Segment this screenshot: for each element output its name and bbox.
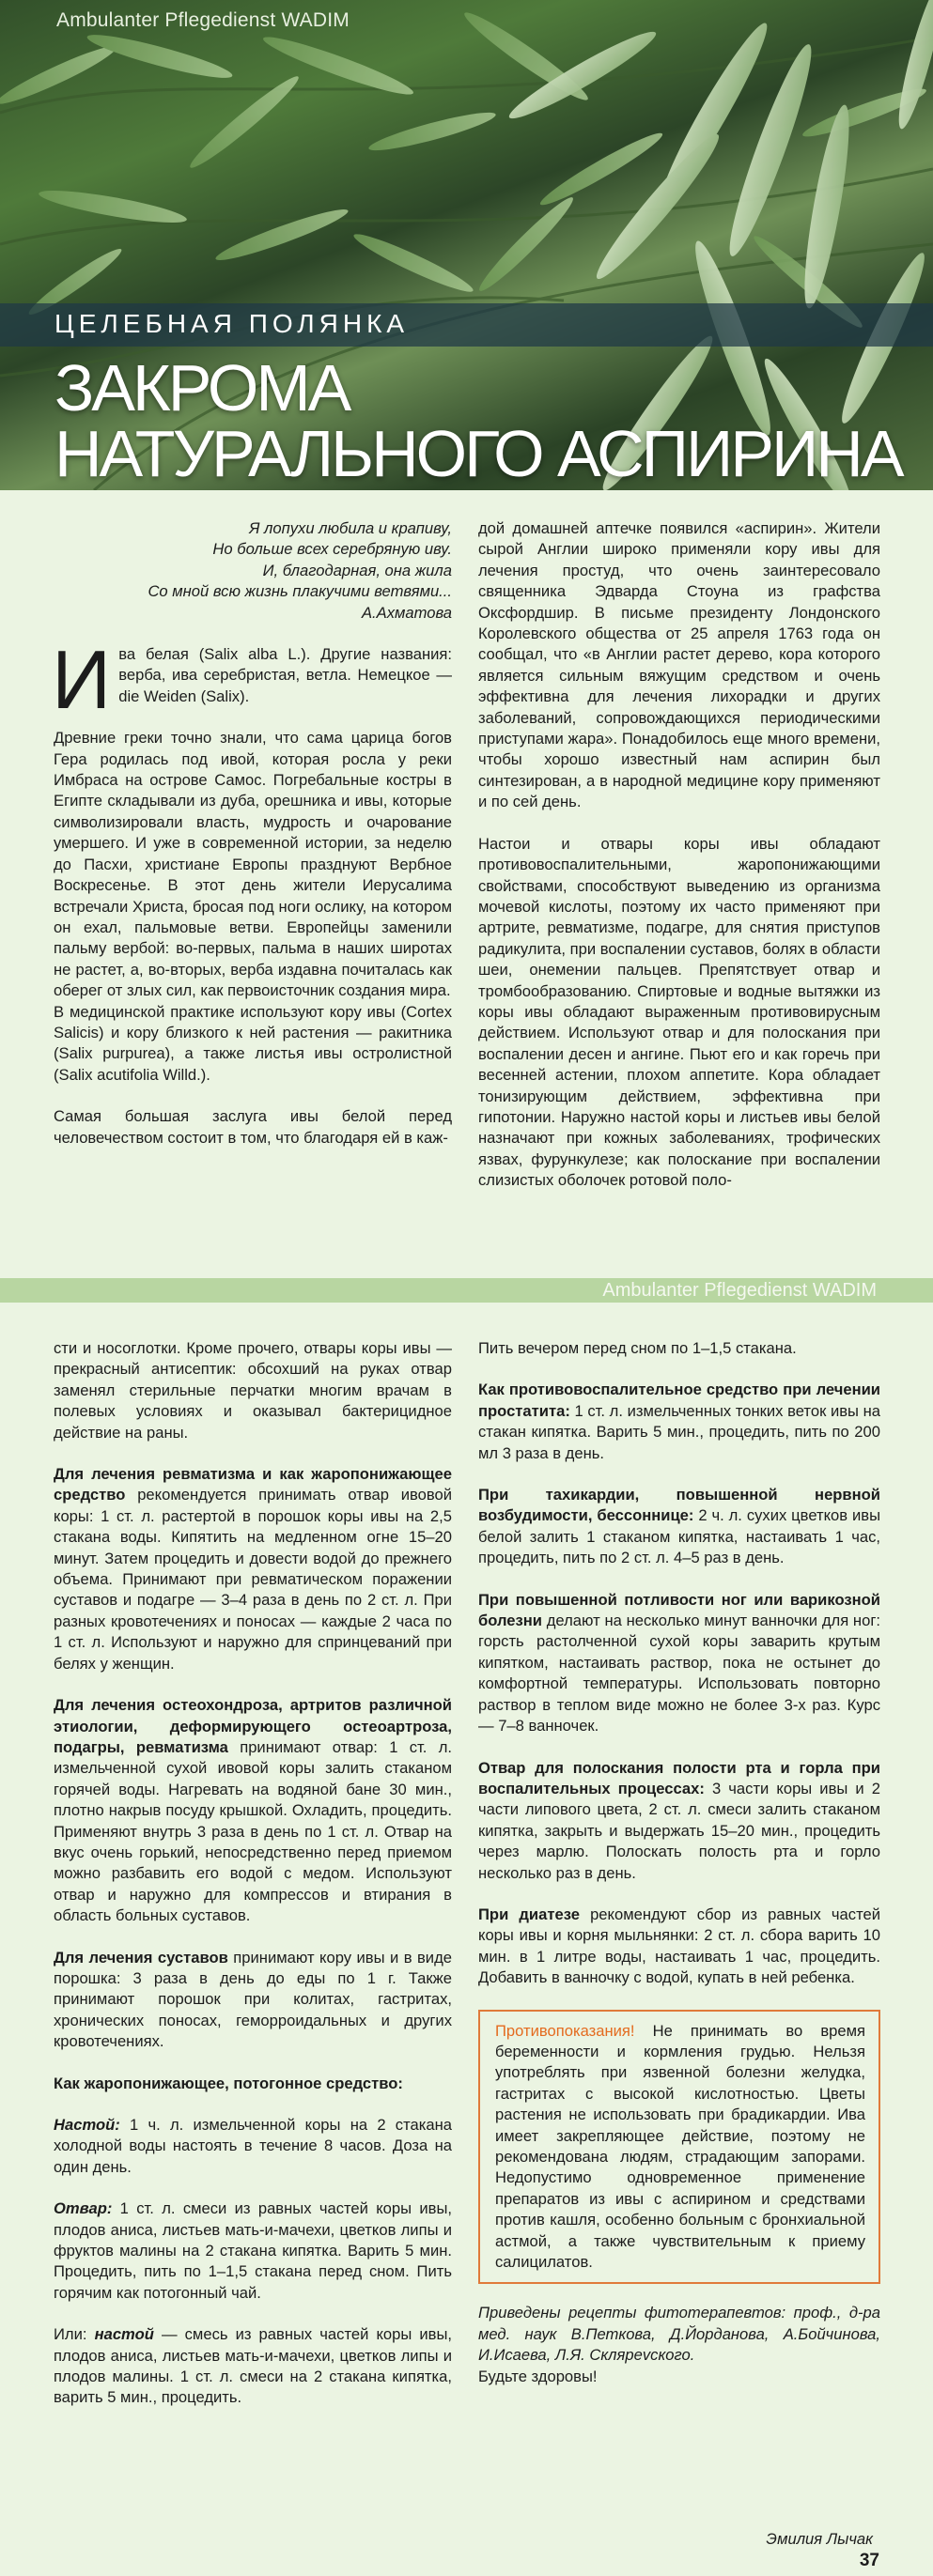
recipe-heading: При тахикардии, повышенной нервной возбудимости, бессоннице: — [478, 1486, 880, 1525]
page-number: 37 — [859, 2551, 879, 2570]
recipe-text: 2 ч. л. сухих цветков ивы белой залить 1 стаканом кипятка, настаивать 1 час, процедить, пить по 2 ст. л. 4–5 раз в день. — [478, 1506, 880, 1567]
recipe-heading: Отвар для полоскания полости рта и горла при воспалительных процессах: — [478, 1758, 880, 1797]
recipe-heading: Для лечения остеохондроза, артритов различной этиологии, деформирующего остеоартроза, подагры, ревматизма — [54, 1696, 452, 1756]
recipe-text: принимают кору ивы и в виде порошка: 3 раза в день до еды по 1 г. Также принимают порошок при колитах, гастритах, хронических поносах, геморроидальных и других кровотечениях. — [54, 1948, 452, 2051]
contraindications-text: Не принимать во время беременности и кормления грудью. Нельзя употреблять при язвенной болезни желудка, гастритах с высокой кислотностью. Цветы растения не использовать при брадикардии. Ива имеет закрепляющее действие, поэтому не рекомендована людям, страдающим запорами. Недопустимо одновременное применение препаратов из ивы с аспирином и средствами против кашля, особенно больным с бронхиальной астмой, а также чувствительным к приему салицилатов. — [495, 2021, 865, 2272]
recipe-text: 1 ч. л. измельченной коры на 2 стакана холодной воды настоять в течение 8 часов. Доза на один день. — [54, 2116, 452, 2176]
recipe-paragraph — [478, 1758, 880, 1884]
article-title — [54, 351, 902, 490]
recipe-paragraph — [478, 1380, 880, 1464]
recipe-prefix: Или: — [54, 2325, 95, 2344]
recipe-label: Настой: — [54, 2116, 120, 2134]
drop-cap: И — [52, 633, 112, 727]
recipe-heading: При диатезе — [478, 1905, 580, 1923]
recipe-paragraph — [478, 1485, 880, 1569]
poem-line: Я лопухи любила и крапиву, — [249, 519, 452, 537]
recipe-paragraph — [54, 2115, 452, 2178]
recipe-heading: Как жаропонижающее, потогонное средство: — [54, 2074, 403, 2092]
poem-author: А.Ахматова — [361, 603, 452, 622]
footer-brand-text: Ambulanter Pflegedienst WADIM — [602, 1280, 877, 1301]
credits-text: Приведены рецепты фитотерапевтов: проф., д-ра мед. наук В.Петкова, Д.Йорданова, А.Бойчинова, И.Исаева, Л.Я. Склярevского. — [478, 2304, 880, 2365]
paragraph: Настои и отвары коры ивы обладают противовоспалительными, жаропонижающими свойствами, способствуют выведению из организма мочевой кислоты, поэтому их часто применяют при артрите, ревматизме, подагре, для снятия приступов радикулита, при воспалении суставов, болях в области шеи, онемении пальцев. Препятствует отвар и тромбообразованию. Спиртовые и водные вытяжки из коры ивы обладают выраженным противовирусным действием. Используют отвар и для полоскания при воспалении десен и ангине. Пьют его и как горечь при весенней астении, плохом аппетите. Кора обладает тонизирующим действием, эффективна при гипотонии. Наружно настой коры и листьев ивы белой назначают при кожных заболеваниях, трофических язвах, фурункулезе; как полоскание при воспалении слизистых оболочек ротовой поло- — [478, 834, 880, 1190]
hero-brand-text: Ambulanter Pflegedienst WADIM — [56, 9, 350, 31]
paragraph: Древние греки точно знали, что сама царица богов Гера родилась под ивой, которая росла у реки Имбраса на острове Самос. Погребальные костры в Египте складывали из дуба, орешника и ивы, которые символизировали власть, мудрость и очарование умершего. И уже в современной истории, за неделю до Пасхи, христиане Европы празднуют Вербное Воскресенье. В этот день жители Иерусалима встречали Христа, бросая под ноги ослику, на котором он ехал, пальмовые ветви. Европейцы заменили пальму вербой: во-первых, пальма в наших широтах не растет, а, во-вторых, верба издавна почиталась как оберег от злых сил, как первоисточник создания мира. — [54, 729, 452, 1000]
left-column-top — [54, 518, 452, 1149]
contraindications-box — [478, 2010, 880, 2285]
paragraph: сти и носоглотки. Кроме прочего, отвары коры ивы — прекрасный антисептик: обсохший на руках отвар заменял стерильные перчатки многим врачам в полевых условиях и оказывал бактерицидное действие на раны. — [54, 1339, 452, 1442]
intro-text: ва белая (Salix alba L.). Другие названия: верба, ива серебристая, ветла. Немецкое — die Weiden (Salix). — [118, 645, 452, 705]
recipe-paragraph — [478, 1590, 880, 1737]
recipe-heading: Для лечения суставов — [54, 1948, 228, 1967]
right-column-top — [478, 518, 880, 1192]
poem-line: Со мной всю жизнь плакучими ветвями... — [148, 582, 452, 601]
author-name: Эмилия Лычак — [766, 2530, 873, 2548]
farewell-text: Будьте здоровы! — [478, 2367, 598, 2385]
recipe-paragraph — [54, 1948, 452, 2053]
recipe-heading: При повышенной потливости ног или варикозной болезни — [478, 1590, 880, 1630]
paragraph: дой домашней аптечке появился «аспирин». Жители сырой Англии широко применяли кору ивы для лечения простуд, что очень заинтересовало священника Эдварда Стоуна из графства Оксфордшир. В письме президенту Лондонского Королевского общества от 25 апреля 1763 года он сообщал, что «в Англии растет дерево, кора которого является сильным вяжущим средством и очень эффективна для лечения лихорадки и других заболеваний, сопровождающихся периодическими приступами жара». Понадобилось еще много времени, чтобы хорошо известный нам аспирин был синтезирован, а в народной медицине кору применяют и по сей день. — [478, 519, 880, 811]
recipe-text: 3 части коры ивы и 2 части липового цвета, 2 ст. л. смеси залить стаканом кипятка, закрыть и выдержать 15–20 мин., процедить через марлю. Полоскать полость рта и горло несколько раз в день. — [478, 1779, 880, 1882]
paragraph: В медицинской практике используют кору ивы (Cortex Salicis) и кору близкого к ней растения — ракитника (Salix purpurea), а также листья ивы остролистной (Salix acutifolia Willd.). — [54, 1002, 452, 1084]
section-rubric: ЦЕЛЕБНАЯ ПОЛЯНКА — [54, 309, 410, 338]
title-line-1: ЗАКРОМА — [54, 351, 350, 424]
recipe-text: 1 ст. л. измельченных тонких веток ивы на стакан кипятка. Варить 5 мин., процедить, пить по 200 мл 3 раза в день. — [478, 1401, 880, 1462]
recipe-text: рекомендуется принимать отвар ивовой коры: 1 ст. л. растертой в порошок коры ивы на 2,5 стакана воды. Кипятить на медленном огне 15–20 минут. Затем процедить и довести водой до прежнего объема. Принимают при ревматическом поражении суставов и подагре — 3–4 раза в день по 2 ст. л. При разных кровотечениях и поносах — каждые 2 часа по 1 ст. л. Используют и наружно для спринцеваний при белях у женщин. — [54, 1486, 452, 1673]
recipe-paragraph — [478, 1905, 880, 1989]
recipe-text: делают на несколько минут ванночки для ног: горсть растолченной сухой коры заварить крутым кипятком, настаивать раствор, пока не остынет до комфортной температуры. Использовать повторно раствор в теплом виде можно не более 3-х раз. Курс — 7–8 ванночек. — [478, 1612, 880, 1735]
recipe-label: настой — [94, 2325, 154, 2344]
poem-line: Но больше всех серебряную иву. — [212, 540, 452, 559]
paragraph: Пить вечером перед сном по 1–1,5 стакана. — [478, 1339, 797, 1357]
left-column-bottom — [54, 1338, 452, 2409]
recipe-text: 1 ст. л. смеси из равных частей коры ивы, плодов аниса, листьев мать-и-мачехи, цветков липы и фруктов малины на 2 стакана кипятка. Варить 5 мин. Процедить, пить по 1–1,5 стакана перед сном. Пить горячим как потогонный чай. — [54, 2199, 452, 2302]
recipe-subheading — [54, 2074, 452, 2094]
epigraph-poem — [54, 518, 452, 624]
recipe-heading: Как противовоспалительное средство при лечении простатита: — [478, 1381, 880, 1420]
recipe-heading: Для лечения ревматизма и как жаропонижающее средство — [54, 1465, 452, 1504]
recipe-label: Отвар: — [54, 2199, 113, 2218]
recipe-paragraph — [54, 1464, 452, 1674]
recipe-paragraph — [54, 1695, 452, 1926]
recipe-paragraph — [54, 2324, 452, 2409]
recipe-text: рекомендуют сбор из равных частей коры ивы и корня мыльнянки: 2 ст. л. сбора варить 10 мин. в 1 литре воды, настаивать 1 час, процедить. Добавить в ванночку с водой, купать в ней ребенка. — [478, 1905, 880, 1987]
hero-image — [0, 0, 933, 490]
recipe-text: принимают отвар: 1 ст. л. измельченной сухой ивовой коры залить стаканом горячей воды. Нагревать на водяной бане 30 мин., плотно накрыв посуду крышкой. Охладить, процедить. Применяют внутрь 3 раза в день по 1 ст. л. Отвар на вкус очень горький, непосредственно перед приемом можно разбавить его водой с медом. Используют отвар и наружно для компрессов и втирания в область больных суставов. — [54, 1737, 452, 1925]
right-column-bottom — [478, 1338, 880, 2387]
recipe-paragraph — [54, 2198, 452, 2304]
poem-line: И, благодарная, она жила — [262, 561, 452, 579]
title-line-2: НАТУРАЛЬНОГО АСПИРИНА — [54, 417, 902, 490]
intro-paragraph — [52, 633, 452, 727]
recipe-text: — смесь из равных частей коры ивы, плодов аниса, листьев мать-и-мачехи, цветков липы и плодов малины. 1 ст. л. смеси на 2 стакана кипятка, варить 5 мин., процедить. — [54, 2325, 452, 2407]
paragraph: Самая большая заслуга ивы белой перед человечеством состоит в том, что благодаря ей в каж- — [54, 1107, 452, 1147]
contraindications-label: Противопоказания! — [495, 2021, 635, 2040]
